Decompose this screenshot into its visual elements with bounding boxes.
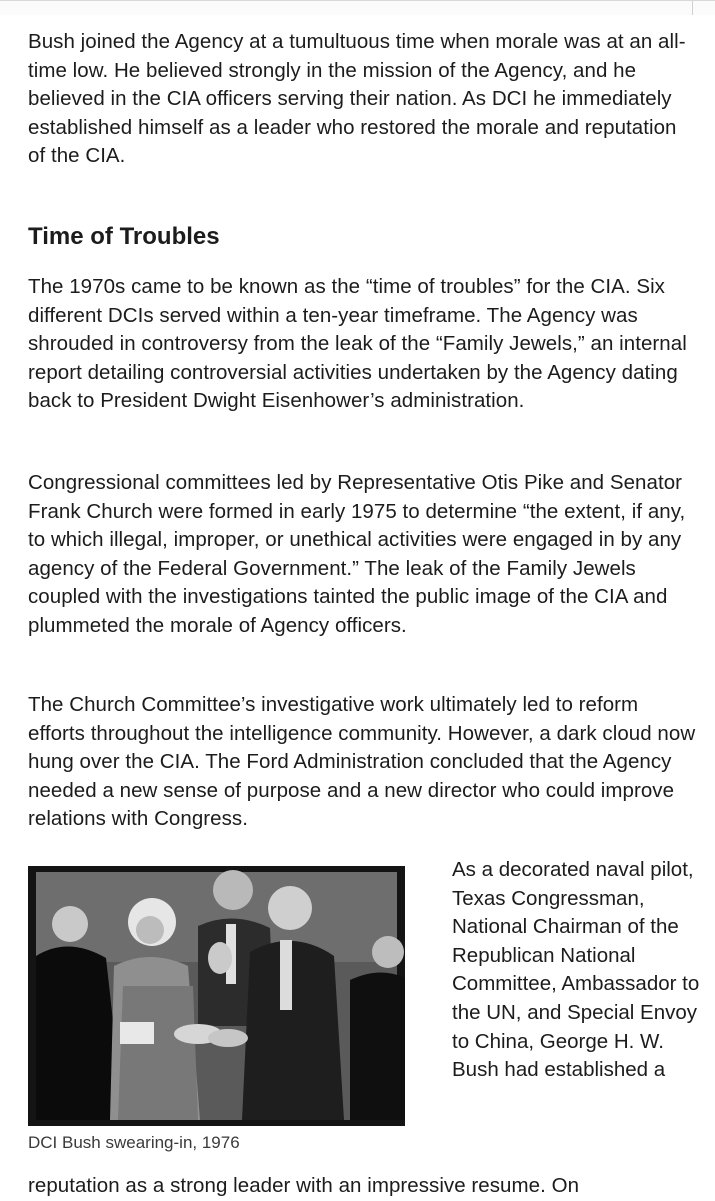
paragraph-committees: Congressional committees led by Representative Otis Pike and Senator Frank Church were formed in early 1975 to determine “the extent, if any, to which illegal, improper, or unethical activities were engaged in by any agency of the Federal Government.” The leak of the Family Jewels coupled with the investigations tainted the public image of the CIA and plummeted the morale of Agency officers.: [28, 471, 686, 637]
paragraph-resume-continuation: reputation as a strong leader with an impressive resume. On: [28, 1174, 580, 1197]
scroll-edge: [0, 0, 715, 15]
swearing-in-photo: [28, 866, 405, 1126]
scroll-thumb[interactable]: [692, 1, 715, 15]
photo-figure: [28, 866, 440, 1154]
paragraph-time-of-troubles: The 1970s came to be known as the “time of troubles” for the CIA. Six different DCIs served within a ten-year timeframe. The Agency was shrouded in controversy from the leak of the “Family Jewels,” an internal report detailing controversial activities undertaken by the Agency dating back to President Dwight Eisenhower’s administration.: [28, 275, 687, 413]
paragraph-resume-wrap: As a decorated naval pilot, Texas Congressman, National Chairman of the Republican National Committee, Ambassador to the UN, and Special Envoy to China, George H. W. Bush had established a: [452, 858, 700, 1082]
photo-caption: DCI Bush swearing-in, 1976: [28, 1133, 240, 1152]
intro-paragraph: Bush joined the Agency at a tumultuous time when morale was at an all-time low. He believed strongly in the mission of the Agency, and he believed in the CIA officers serving their nation. As DCI he immediately established himself as a leader who restored the morale and reputation of the CIA.: [28, 30, 686, 168]
paragraph-church-committee: The Church Committee’s investigative work ultimately led to reform efforts throughout the intelligence community. However, a dark cloud now hung over the CIA. The Ford Administration concluded that the Agency needed a new sense of purpose and a new director who could improve relations with Congress.: [28, 693, 696, 831]
section-heading: Time of Troubles: [28, 223, 220, 250]
